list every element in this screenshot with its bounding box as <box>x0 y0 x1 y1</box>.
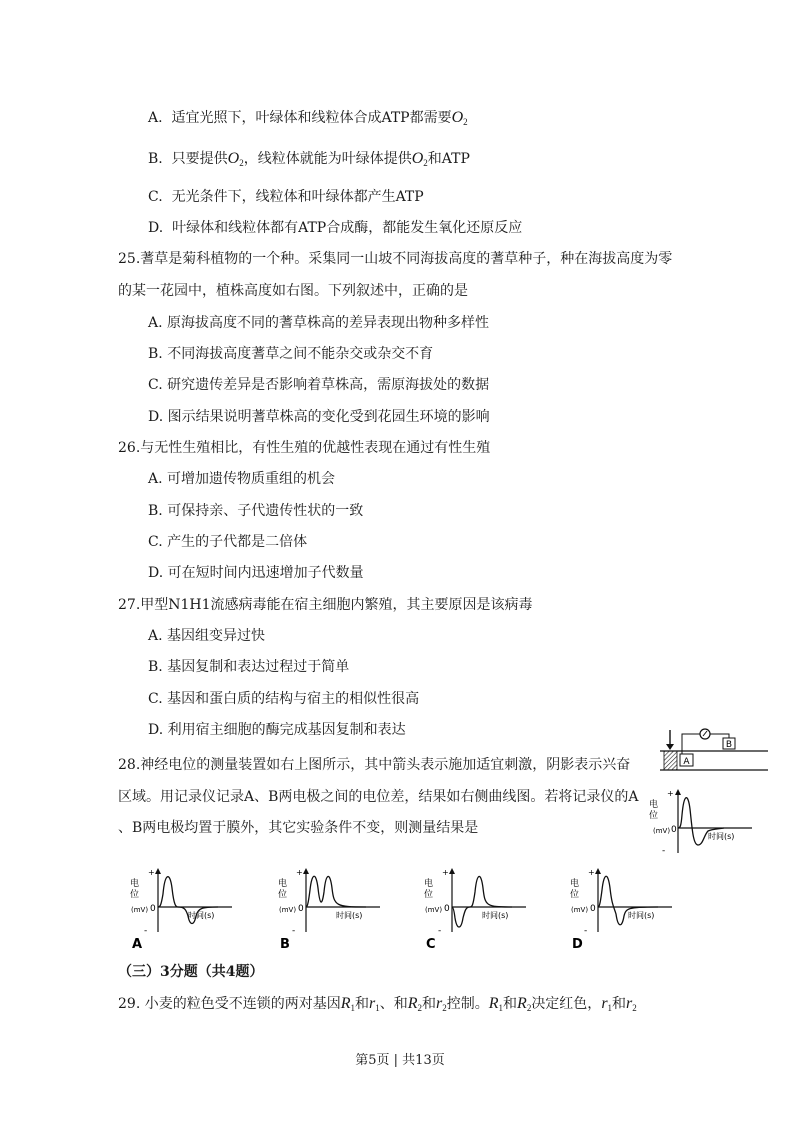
q28-stem-1: 28.神经电位的测量装置如右上图所示，其中箭头表示施加适宜刺激，阴影表示兴奋 <box>118 757 631 773</box>
choice-letter: D <box>572 937 583 952</box>
option-text: 适宜光照下，叶绿体和线粒体合成ATP都需要 <box>171 110 452 126</box>
option-letter: B. <box>148 151 163 167</box>
y-axis-arrow-icon <box>155 868 161 874</box>
y-label-2: 位 <box>570 890 580 900</box>
y-label-1: 电 <box>424 879 434 889</box>
plus-sign: + <box>296 868 303 877</box>
minus-sign: - <box>292 926 296 936</box>
y-label-1: 电 <box>130 879 140 889</box>
q25-option-a: A. 原海拔高度不同的蓍草株高的差异表现出物种多样性 <box>148 315 490 331</box>
choice-letter: B <box>280 937 290 952</box>
electrode-a-label: A <box>683 757 690 767</box>
potential-curve <box>306 876 366 907</box>
q25-option-b: B. 不同海拔高度蓍草之间不能杂交或杂交不育 <box>148 346 434 362</box>
zero-label: 0 <box>444 904 450 914</box>
graph-x-label: 时间(s) <box>708 832 735 841</box>
zero-label: 0 <box>150 904 156 914</box>
q24-option-a <box>148 108 468 128</box>
y-axis-arrow-icon <box>449 868 455 874</box>
x-label: 时间(s) <box>628 911 655 920</box>
section-title: （三）3分题（共4题） <box>118 964 264 980</box>
q25-stem-1: 25.蓍草是菊科植物的一个种。采集同一山坡不同海拔高度的蓍草种子，种在海拔高度为零 <box>118 251 673 267</box>
q24-option-c: C. 无光条件下，线粒体和叶绿体都产生ATP <box>148 189 424 205</box>
recorded-potential-graph <box>648 787 758 857</box>
q26-option-a: A. 可增加遗传物质重组的机会 <box>148 471 336 487</box>
q24-option-d: D. 叶绿体和线粒体都有ATP合成酶，都能发生氧化还原反应 <box>148 220 523 236</box>
x-label: 时间(s) <box>188 911 215 920</box>
arrow-head-icon <box>666 744 674 750</box>
q25-option-c: C. 研究遗传差异是否影响着草株高，需原海拔处的数据 <box>148 377 490 393</box>
q27-option-a: A. 基因组变异过快 <box>148 628 266 644</box>
choice-letter: C <box>426 937 436 952</box>
q27-option-c: C. 基因和蛋白质的结构与宿主的相似性很高 <box>148 691 420 707</box>
q27-option-b: B. 基因复制和表达过程过于简单 <box>148 659 350 675</box>
plus-sign: + <box>442 868 449 877</box>
y-axis-arrow-icon <box>595 868 601 874</box>
q28-stem-2: 区域。用记录仪记录A、B两电极之间的电位差，结果如右侧曲线图。若将记录仪的A <box>118 789 639 805</box>
x-label: 时间(s) <box>336 911 363 920</box>
q26-stem: 26.与无性生殖相比，有性生殖的优越性表现在通过有性生殖 <box>118 440 491 456</box>
minus-sign: - <box>438 926 442 936</box>
y-unit: (mV) <box>571 906 589 914</box>
choice-graph-d <box>568 866 678 952</box>
q25-stem-2: 的某一花园中，植株高度如右图。下列叙述中，正确的是 <box>118 283 468 299</box>
x-label: 时间(s) <box>482 911 509 920</box>
zero-label: 0 <box>298 904 304 914</box>
excitation-area <box>664 751 677 770</box>
q27-stem: 27.甲型N1H1流感病毒能在宿主细胞内繁殖，其主要原因是该病毒 <box>118 597 533 613</box>
q29-stem: 29. 小麦的粒色受不连锁的两对基因$R_1$和$r_1$、和$R_2$和$r_2$控制。$R_1$和$R_2$决定红色，$r_1$和$r_2$ <box>118 995 637 1013</box>
graph-plus: + <box>667 789 674 798</box>
y-unit: (mV) <box>131 906 149 914</box>
q26-option-b: B. 可保持亲、子代遗传性状的一致 <box>148 503 364 519</box>
y-label-2: 位 <box>130 890 140 900</box>
choice-graph-a <box>128 866 238 952</box>
graph-y-unit: (mV) <box>653 827 671 835</box>
choice-graph-c <box>422 866 532 952</box>
nerve-apparatus-diagram <box>660 726 770 776</box>
plus-sign: + <box>588 868 595 877</box>
y-label-2: 位 <box>424 890 434 900</box>
zero-label: 0 <box>590 904 596 914</box>
graph-y-label-2: 位 <box>649 811 659 821</box>
q25-option-d: D. 图示结果说明蓍草株高的变化受到花园生环境的影响 <box>148 409 490 425</box>
q28-stem-3: 、B两电极均置于膜外，其它实验条件不变，则测量结果是 <box>118 820 479 836</box>
q24-option-b: B. 只要提供$O_2$，线粒体就能为叶绿体提供$O_2$和ATP <box>148 150 470 168</box>
y-unit: (mV) <box>279 906 297 914</box>
q27-option-d: D. 利用宿主细胞的酶完成基因复制和表达 <box>148 722 406 738</box>
page-footer: 第5页 | 共13页 <box>355 1053 445 1068</box>
minus-sign: - <box>144 926 148 936</box>
choice-letter: A <box>132 937 143 952</box>
minus-sign: - <box>584 926 588 936</box>
graph-minus: - <box>662 846 666 856</box>
q26-option-c: C. 产生的子代都是二倍体 <box>148 534 308 550</box>
plus-sign: + <box>148 868 155 877</box>
q26-option-d: D. 可在短时间内迅速增加子代数量 <box>148 565 364 581</box>
y-label-1: 电 <box>570 879 580 889</box>
o2-formula: $O_2$ <box>227 150 244 168</box>
electrode-b-label: B <box>725 740 733 750</box>
y-label-1: 电 <box>278 879 288 889</box>
y-axis-arrow-icon <box>303 868 309 874</box>
o2-formula: $O_2$ <box>411 150 428 168</box>
graph-y-label-1: 电 <box>649 800 659 810</box>
choice-graph-b <box>276 866 386 952</box>
o2-formula: $O_2$ <box>451 109 468 127</box>
option-letter: A. <box>148 110 163 126</box>
y-unit: (mV) <box>425 906 443 914</box>
graph-zero: 0 <box>671 825 677 835</box>
y-label-2: 位 <box>278 890 288 900</box>
